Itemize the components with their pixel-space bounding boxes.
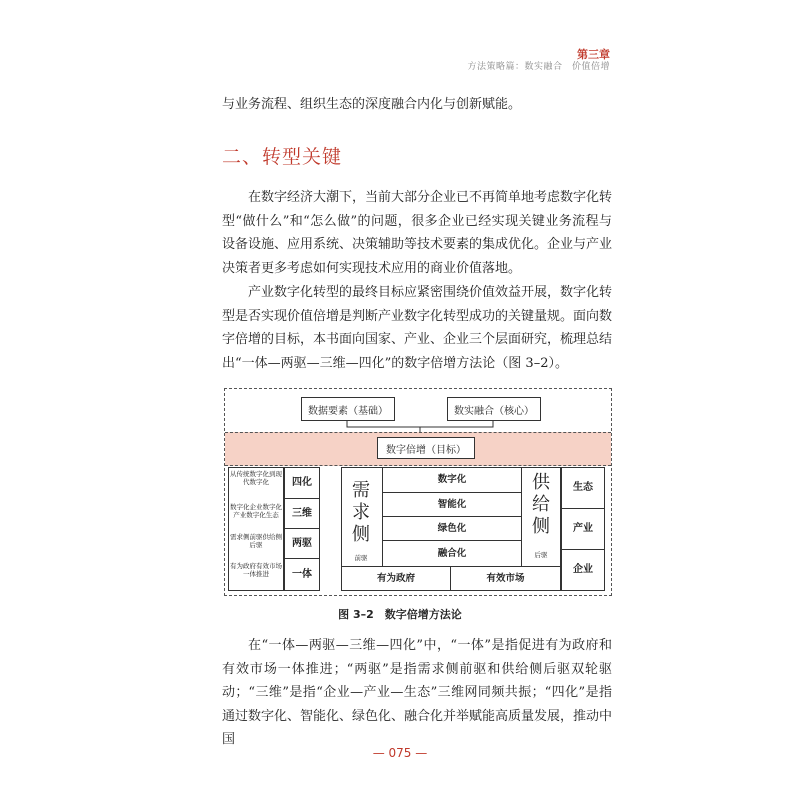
supply-side-sub: 后驱 <box>534 551 548 559</box>
effective-government: 有为政府 <box>342 567 451 591</box>
paragraph-1: 在数字经济大潮下，当前大部分企业已不再简单地考虑数字化转型“做什么”和“怎么做”的问题，很多企业已经实现关键业务流程与设备设施、应用系统、决策辅助等技术要素的集成优化。企业与产业决策者更多考虑如何实现技术应用的商业价值落地。 <box>222 190 613 276</box>
digital-multiplier-box: 数字倍增（目标） <box>377 437 475 459</box>
center-items <box>382 468 522 566</box>
label-four: 四化 <box>285 468 319 499</box>
item-greening: 绿色化 <box>383 517 521 541</box>
label-one: 一体 <box>292 569 312 580</box>
left-desc-4: 有为政府有效市场一体推进 <box>230 562 282 578</box>
main-block <box>341 467 561 591</box>
label-two: 两驱 <box>285 529 319 559</box>
chapter-subtitle: 方法策略篇：数实融合 价值倍增 <box>467 62 610 72</box>
left-desc-column <box>228 467 284 591</box>
paragraph-3: 在“一体—两驱—三维—四化”中，“一体”是指促进有为政府和有效市场一体推进；“两驱”是指需求侧前驱和供给侧后驱双轮驱动；“三维”是指“企业—产业—生态”三维网同频共振；“四化”是指通过数字化、智能化、绿色化、融合化并举赋能高质量发展，推动中国 <box>222 638 613 747</box>
item-intelligentization: 智能化 <box>383 493 521 517</box>
paragraph-2: 产业数字化转型的最终目标应紧密围绕价值效益开展，数字化转型是否实现价值倍增是判断产业数字化转型成功的关键量规。面向数字倍增的目标，本书面向国家、产业、企业三个层面研究，梳理总结出“一体—两驱—三维—四化”的数字倍增方法论（图 3–2）。 <box>222 285 613 371</box>
demand-side-sub: 前驱 <box>354 554 368 562</box>
left-desc-3: 需求侧前驱供给侧后驱 <box>230 533 282 549</box>
section-title: 二、转型关键 <box>222 146 343 168</box>
item-digitalization: 数字化 <box>383 468 521 493</box>
method-diagram <box>224 388 612 596</box>
digital-real-fusion-box: 数实融合（核心） <box>447 397 541 421</box>
supply-side-label: 供 给 侧 <box>532 472 550 537</box>
figure-caption: 图 3–2 数字倍增方法论 <box>338 608 462 621</box>
efficient-market: 有效市场 <box>486 573 525 584</box>
left-desc-1: 从传统数字化到现代数字化 <box>230 470 282 486</box>
label-ecology: 生态 <box>562 468 604 509</box>
label-enterprise: 企业 <box>573 564 593 575</box>
item-integration: 融合化 <box>437 548 467 559</box>
right-label-column <box>561 467 605 591</box>
left-label-column <box>284 467 320 591</box>
page-number: — 075 — <box>372 746 428 760</box>
chapter-label: 第三章 <box>577 48 610 61</box>
demand-side-label: 需 求 侧 <box>352 480 370 545</box>
paragraph-0: 与业务流程、组织生态的深度融合内化与创新赋能。 <box>222 97 522 112</box>
label-industry: 产业 <box>562 509 604 550</box>
left-desc-2: 数字化企业数字化产业数字化生态 <box>230 503 282 519</box>
bottom-row <box>342 566 560 591</box>
label-three: 三维 <box>285 499 319 529</box>
data-elements-box: 数据要素（基础） <box>301 397 395 421</box>
